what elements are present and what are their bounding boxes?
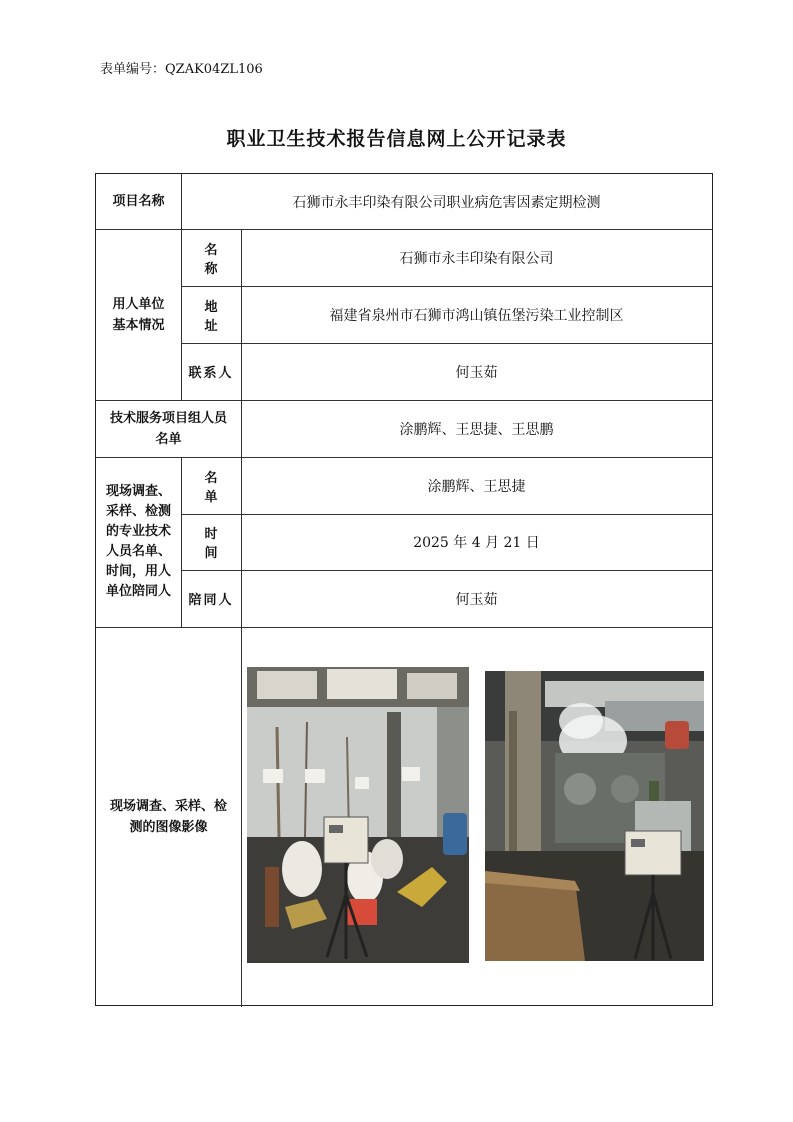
project-label: 项目名称 <box>112 194 165 209</box>
site-photo-workshop-image <box>485 671 704 961</box>
project-value: 石狮市永丰印染有限公司职业病危害因素定期检测 <box>292 194 601 211</box>
page-title: 职业卫生技术报告信息网上公开记录表 <box>226 128 567 150</box>
onsite-time-label: 时 间 <box>204 527 232 561</box>
team-value: 涂鹏辉、王思捷、王思鹏 <box>399 421 554 438</box>
record-table <box>95 173 713 1006</box>
employer-name-label: 名 称 <box>204 242 232 277</box>
images-label: 现场调查、采样、检 测的图像影像 <box>109 799 227 835</box>
employer-label: 用人单位 基本情况 <box>112 296 165 333</box>
onsite-label: 现场调查、 采样、检测 的专业技术 人员名单、 时间，用人 单位陪同人 <box>105 484 171 599</box>
onsite-list-label: 名 单 <box>204 470 232 505</box>
employer-contact-value: 何玉茹 <box>455 364 498 381</box>
onsite-escort-value: 何玉茹 <box>455 591 498 608</box>
form-number: 表单编号：QZAK04ZL106 <box>100 62 263 77</box>
column-divider <box>241 627 242 1007</box>
onsite-time-value: 2025 年 4 月 21 日 <box>413 535 540 551</box>
site-photo-workshop <box>485 671 704 961</box>
team-label: 技术服务项目组人员 名单 <box>109 410 227 447</box>
site-photo-storage-image <box>247 667 469 963</box>
employer-contact-label: 联系人 <box>188 366 234 381</box>
onsite-escort-label: 陪同人 <box>188 593 234 608</box>
onsite-list-value: 涂鹏辉、王思捷 <box>427 478 526 495</box>
site-photo-storage <box>247 667 469 963</box>
employer-name-value: 石狮市永丰印染有限公司 <box>399 250 554 267</box>
employer-address-label: 地 址 <box>204 299 232 334</box>
employer-address-value: 福建省泉州市石狮市鸿山镇伍堡污染工业控制区 <box>329 307 624 324</box>
